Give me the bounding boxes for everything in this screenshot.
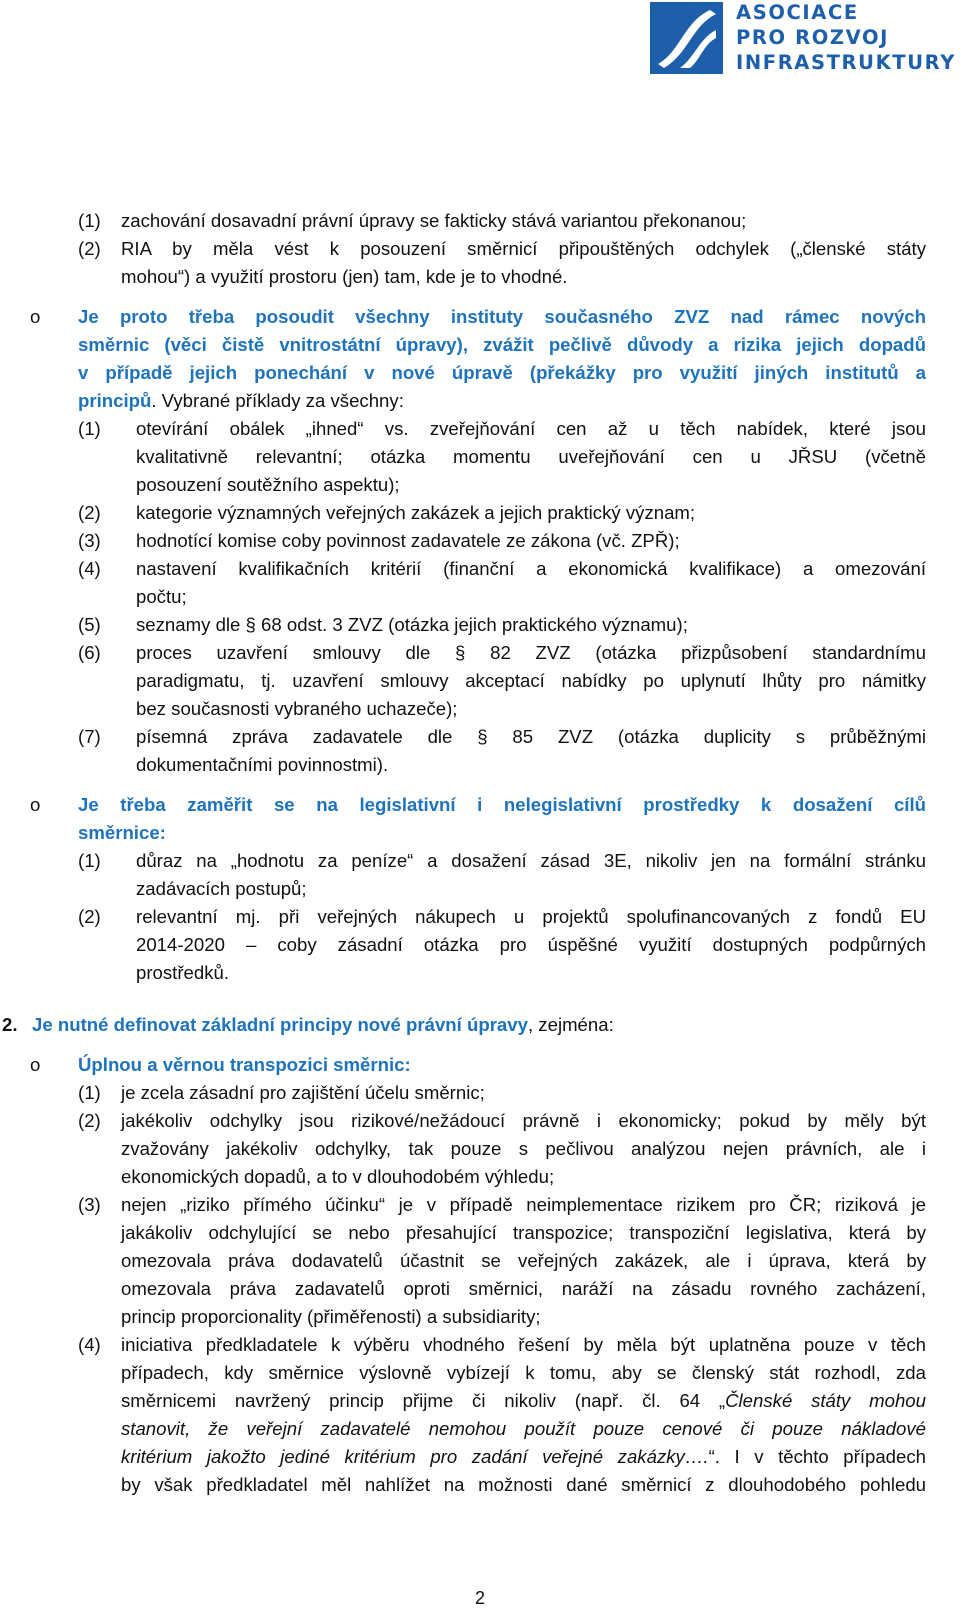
item-text: relevantní mj. při veřejných nákupech u projektů spolufinancovaných z fondů EU	[136, 906, 926, 927]
item-text: případech, kdy směrnice výslovně vybízejí k tomu, aby se členský stát rozhodl, zda	[121, 1362, 926, 1383]
section-title-line	[32, 1011, 614, 1040]
item-text: jakákoliv odchylující se nebo přesahující transpozice; transpoziční legislativa, která by	[121, 1222, 926, 1243]
item-text: je zcela zásadní pro zajištění účelu směrnic;	[121, 1082, 485, 1103]
logo-line: PRO ROZVOJ	[736, 26, 889, 49]
item-text-italic: stanovit, že veřejní zadavatelé nemohou použít pouze cenové či pouze nákladové	[121, 1418, 926, 1439]
item-text: zadávacích postupů;	[136, 878, 307, 899]
item-number: (4)	[78, 1334, 101, 1355]
item-text: seznamy dle § 68 odst. 3 ZVZ (otázka jejich praktického významu);	[136, 614, 688, 635]
item-text: otevírání obálek „ihned“ vs. zveřejňování cen až u těch nabídek, které jsou	[136, 418, 926, 439]
item-number: (3)	[78, 1194, 101, 1215]
item-text-mixed	[121, 1387, 926, 1416]
item-text-italic: Členské státy mohou	[725, 1390, 926, 1411]
bullet: o	[30, 794, 41, 815]
item-text: iniciativa předkladatele k výběru vhodného řešení by měla být uplatněna pouze v těch	[121, 1334, 926, 1355]
item-number: (5)	[78, 614, 101, 635]
item-text: “. I v těchto případech	[708, 1446, 926, 1467]
item-number: (2)	[78, 906, 101, 927]
item-text: posouzení soutěžního aspektu);	[136, 474, 400, 495]
logo-mark-icon	[650, 2, 723, 74]
item-text: 2014-2020 – coby zásadní otázka pro úspěšné využití dostupných podpůrných	[136, 934, 926, 955]
section-heading-line	[78, 387, 404, 416]
item-number: (4)	[78, 558, 101, 579]
item-text: omezovala práva dodavatelů účastnit se veřejných zakázek, ale i úprava, která by	[121, 1250, 926, 1271]
section-heading: směrnic (věci čistě vnitrostátní úpravy), zvážit pečlivě důvody a rizika jejich dopadů	[78, 334, 926, 355]
item-text: nastavení kvalifikačních kritérií (finanční a ekonomická kvalifikace) a omezování	[136, 558, 926, 579]
item-text: by však předkladatel měl nahlížet na možnosti dané směrnicí z dlouhodobého pohledu	[121, 1474, 926, 1495]
item-text: zvažovány jakékoliv odchylky, tak pouze s pečlivou analýzou nejen právních, ale i	[121, 1138, 926, 1159]
section-heading: směrnice:	[78, 822, 166, 843]
section-title: Je nutné definovat základní principy nové právní úpravy	[32, 1014, 528, 1035]
logo	[650, 1, 956, 74]
item-number: (1)	[78, 1082, 101, 1103]
section-heading-end: principů	[78, 390, 152, 411]
item-text: důraz na „hodnotu za peníze“ a dosažení zásad 3E, nikoliv jen na formální stránku	[136, 850, 926, 871]
item-number: (1)	[78, 210, 101, 231]
item-number: (7)	[78, 726, 101, 747]
item-text: bez současnosti vybraného uchazeče);	[136, 698, 458, 719]
item-text: proces uzavření smlouvy dle § 82 ZVZ (otázka přizpůsobení standardnímu	[136, 642, 926, 663]
logo-line: ASOCIACE	[736, 1, 859, 24]
item-number: (2)	[78, 502, 101, 523]
item-number: (6)	[78, 642, 101, 663]
section-heading: Je třeba zaměřit se na legislativní i nelegislativní prostředky k dosažení cílů	[78, 794, 926, 815]
item-text: nejen „riziko přímého účinku“ je v případě neimplementace rizikem pro ČR; riziková je	[121, 1194, 926, 1215]
item-number: (1)	[78, 418, 101, 439]
page-number: 2	[474, 1588, 485, 1608]
item-text: počtu;	[136, 586, 187, 607]
item-text: směrnicemi navržený princip přijme či nikoliv (např. čl. 64 „	[121, 1390, 726, 1411]
logo-line: INFRASTRUKTURY	[736, 51, 956, 74]
section-heading: v případě jejich ponechání v nové úpravě (překážky pro využití jiných institutů a	[78, 362, 926, 383]
item-number: (2)	[78, 238, 101, 259]
item-text: paradigmatu, tj. uzavření smlouvy akceptací nabídky po uplynutí lhůty pro námitky	[136, 670, 926, 691]
item-text: písemná zpráva zadavatele dle § 85 ZVZ (otázka duplicity s průběžnými	[136, 726, 926, 747]
item-text: mohou“) a využití prostoru (jen) tam, kde je to vhodné.	[121, 266, 568, 287]
item-text-mixed	[121, 1443, 926, 1472]
item-number: (1)	[78, 850, 101, 871]
item-text: jakékoliv odchylky jsou rizikové/nežádoucí právně i ekonomicky; pokud by měly být	[121, 1110, 926, 1131]
item-text: ekonomických dopadů, a to v dlouhodobém výhledu;	[121, 1166, 555, 1187]
section-heading: Úplnou a věrnou transpozici směrnic:	[78, 1054, 411, 1075]
section-number: 2.	[2, 1014, 18, 1035]
item-text: hodnotící komise coby povinnost zadavatele ze zákona (vč. ZPŘ);	[136, 530, 680, 551]
section-heading: Je proto třeba posoudit všechny instituty současného ZVZ nad rámec nových	[78, 306, 926, 327]
item-text: prostředků.	[136, 962, 230, 983]
section-title-tail: , zejména:	[527, 1014, 614, 1035]
item-text: zachování dosavadní právní úpravy se fakticky stává variantou překonanou;	[121, 210, 747, 231]
item-text: dokumentačními povinnostmi).	[136, 754, 389, 775]
section-heading-tail: . Vybrané příklady za všechny:	[151, 390, 404, 411]
item-number: (2)	[78, 1110, 101, 1131]
item-text: princip proporcionality (přiměřenosti) a subsidiarity;	[121, 1306, 541, 1327]
item-text: omezovala práva zadavatelů oproti směrnici, naráží na zásadu rovného zacházení,	[121, 1278, 926, 1299]
item-number: (3)	[78, 530, 101, 551]
bullet: o	[30, 306, 41, 327]
bullet: o	[30, 1054, 41, 1075]
item-text-italic	[121, 1415, 926, 1444]
item-text: kategorie významných veřejných zakázek a jejich praktický význam;	[136, 502, 696, 523]
item-text: RIA by měla vést k posouzení směrnicí připouštěných odchylek („členské státy	[121, 238, 926, 259]
item-text-italic: kritérium jakožto jediné kritérium pro zadání veřejné zakázky….	[121, 1446, 709, 1467]
item-text: kvalitativně relevantní; otázka momentu uveřejňování cen u JŘSU (včetně	[136, 446, 926, 467]
logo-text	[736, 0, 956, 75]
